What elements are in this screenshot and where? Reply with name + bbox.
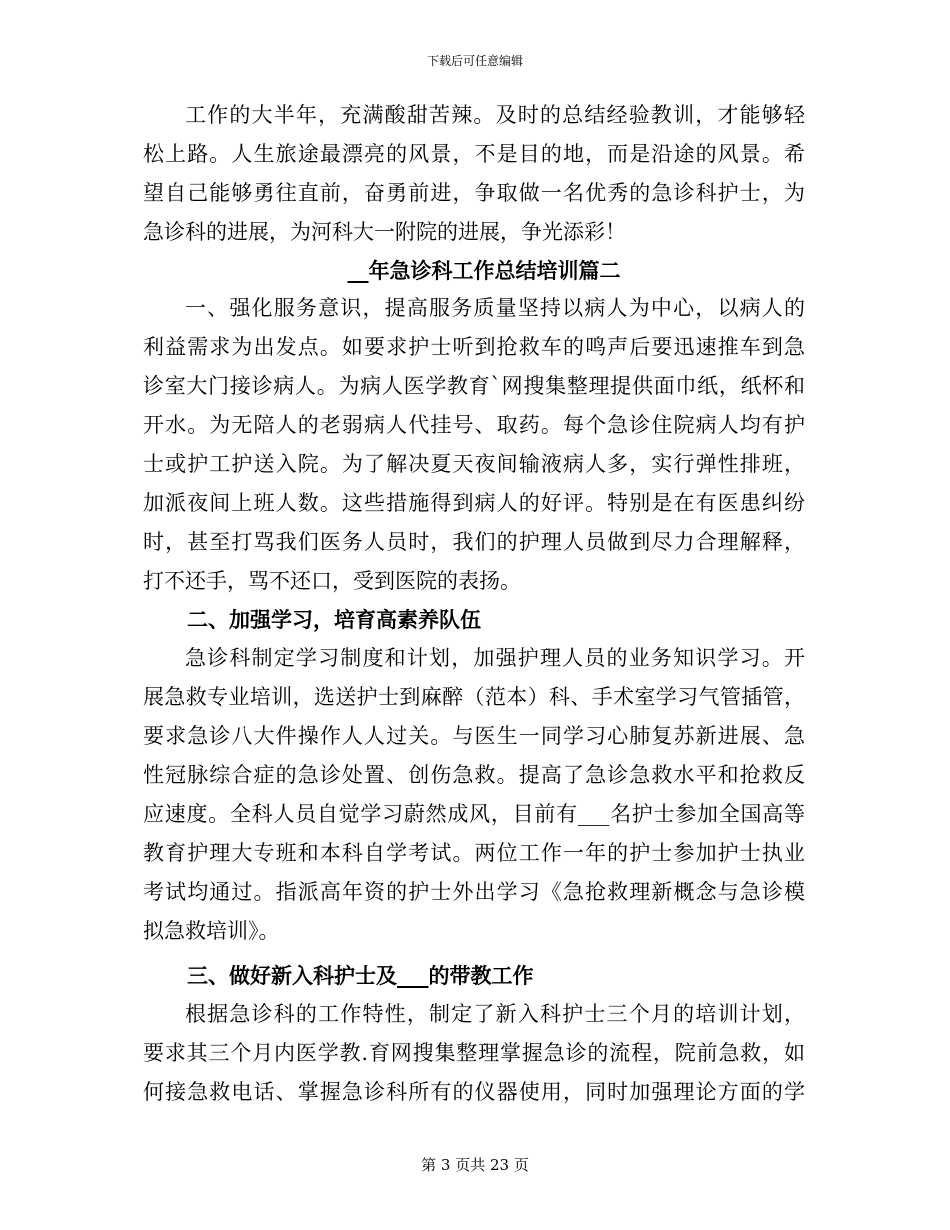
text-line: 工作的大半年，充满酸甜苦辣。及时的总结经验教训，才能够轻: [185, 103, 805, 127]
text-line: 应速度。全科人员自觉学习蔚然成风，目前有___名护士参加全国高等: [143, 802, 805, 826]
section-title: __年急诊科工作总结培训篇二: [347, 258, 621, 283]
text-line: 加派夜间上班人数。这些措施得到病人的好评。特别是在有医患纠纷: [143, 491, 805, 515]
text-line: 根据急诊科的工作特性，制定了新入科护士三个月的培训计划，: [185, 1002, 805, 1026]
text-line: 考试均通过。指派高年资的护士外出学习《急抢救理新概念与急诊模: [143, 880, 805, 904]
paragraph-1: [143, 96, 805, 252]
paragraph-3: [143, 639, 805, 951]
text-line: 开水。为无陪人的老弱病人代挂号、取药。每个急诊住院病人均有护: [143, 413, 805, 437]
text-line: 拟急救培训》。: [143, 919, 280, 943]
text-line: 要求急诊八大件操作人人过关。与医生一同学习心肺复苏新进展、急: [143, 724, 805, 748]
section-heading-2: 二、加强学习，培育高素养队伍: [187, 607, 481, 632]
text-line: 急诊科制定学习制度和计划，加强护理人员的业务知识学习。开: [185, 646, 805, 670]
text-line: 时，甚至打骂我们医务人员时，我们的护理人员做到尽力合理解释，: [143, 530, 805, 554]
document-body: [143, 96, 805, 1112]
text-line: 士或护工护送入院。为了解决夏天夜间输液病人多，实行弹性排班，: [143, 452, 805, 476]
text-line: 教育护理大专班和本科自学考试。两位工作一年的护士参加护士执业: [143, 841, 805, 865]
text-line: 诊室大门接诊病人。为病人医学教育`网搜集整理提供面巾纸，纸杯和: [143, 374, 805, 398]
paragraph-4: [143, 995, 805, 1112]
text-line: 松上路。人生旅途最漂亮的风景，不是目的地，而是沿途的风景。希: [143, 142, 805, 166]
text-line: 一、强化服务意识，提高服务质量坚持以病人为中心，以病人的: [185, 296, 805, 320]
text-line: 展急救专业培训，选送护士到麻醉（范本）科、手术室学习气管插管，: [143, 685, 805, 709]
text-line: 打不还手，骂不还口，受到医院的表扬。: [143, 569, 521, 593]
text-line: 急诊科的进展，为河科大一附院的进展，争光添彩！: [143, 220, 626, 244]
text-line: 望自己能够勇往直前，奋勇前进，争取做一名优秀的急诊科护士，为: [143, 181, 805, 205]
section-heading-3: 三、做好新入科护士及___的带教工作: [187, 963, 534, 988]
text-line: 何接急救电话、掌握急诊科所有的仪器使用，同时加强理论方面的学: [143, 1080, 805, 1104]
text-line: 要求其三个月内医学教.育网搜集整理掌握急诊的流程，院前急救，如: [143, 1041, 805, 1065]
paragraph-2: [143, 289, 805, 601]
page-header: 下载后可任意编辑: [426, 54, 523, 68]
text-line: 利益需求为出发点。如要求护士听到抢救车的鸣声后要迅速推车到急: [143, 335, 805, 359]
page-number: 第 3 页共 23 页: [421, 1156, 529, 1174]
text-line: 性冠脉综合症的急诊处置、创伤急救。提高了急诊急救水平和抢救反: [143, 763, 805, 787]
